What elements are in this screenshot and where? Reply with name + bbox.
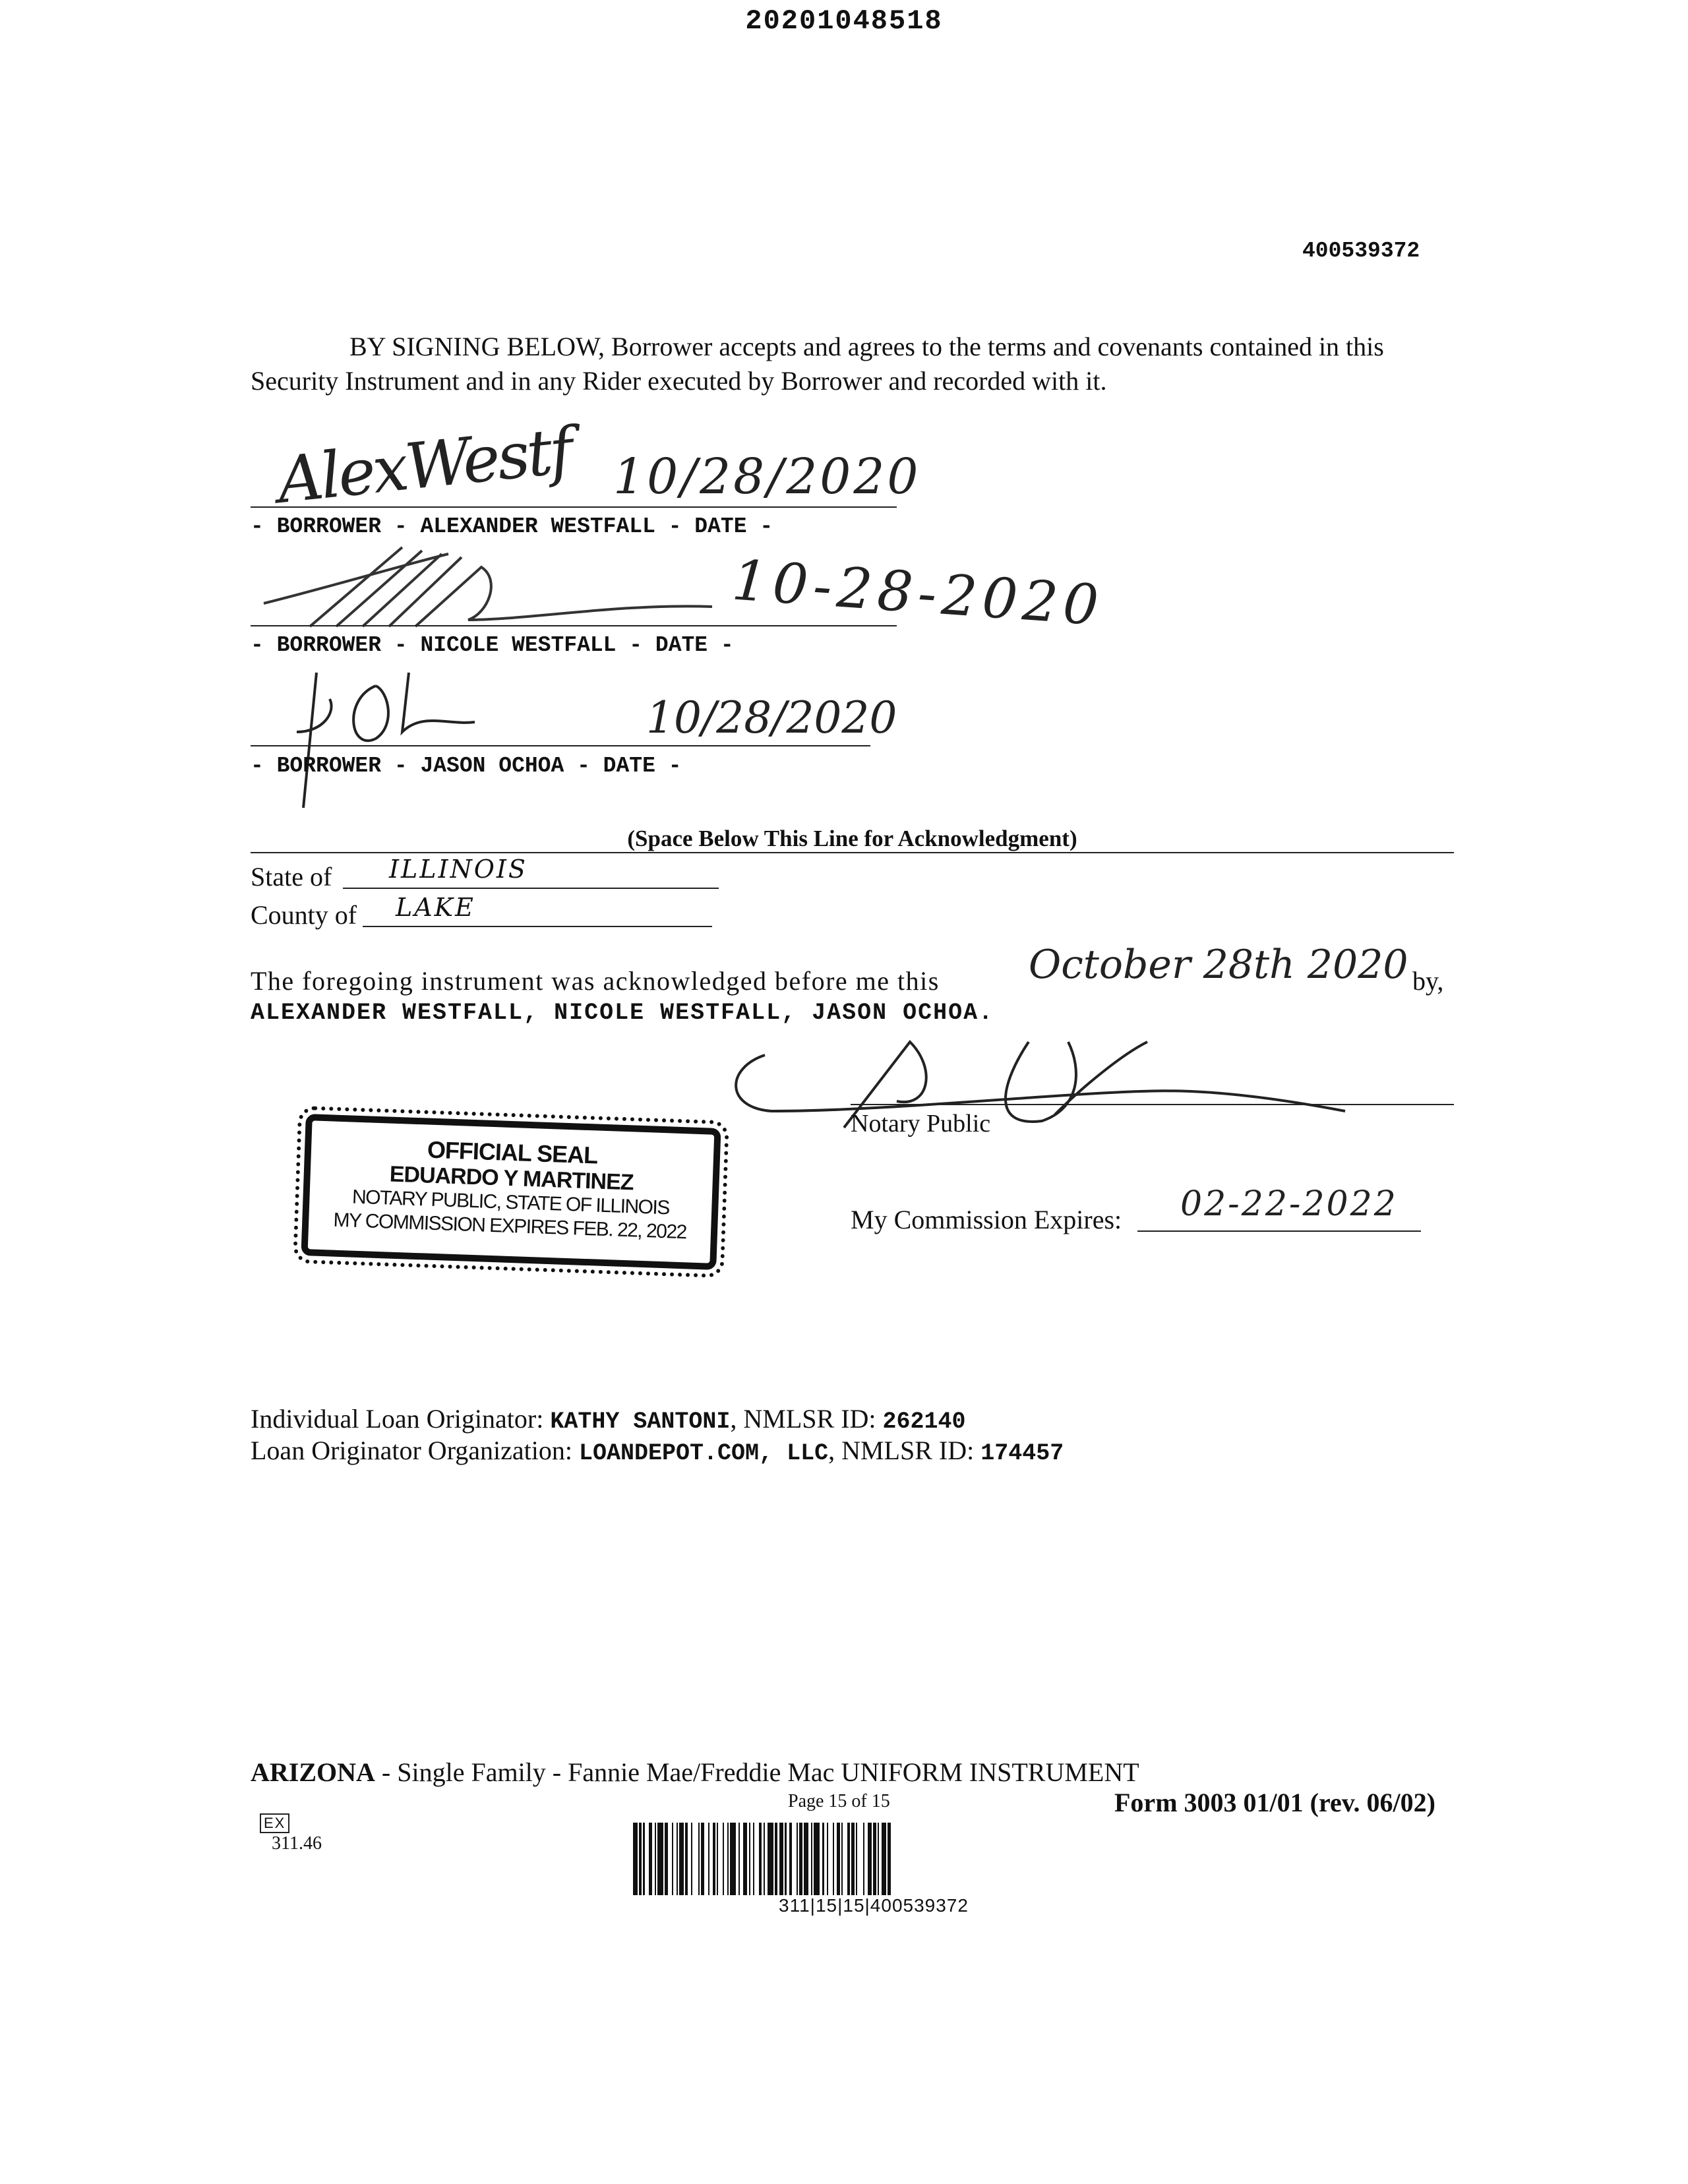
footer-code: 311.46 [272, 1833, 322, 1854]
organization-name: LOANDEPOT.COM, LLC [579, 1440, 829, 1467]
seal-line-2: EDUARDO Y MARTINEZ [389, 1161, 634, 1196]
seal-line-4: MY COMMISSION EXPIRES FEB. 22, 2022 [333, 1209, 687, 1244]
barcode-bar [857, 1823, 863, 1895]
official-seal-stamp [301, 1114, 721, 1270]
footer-code-prefix: EX [260, 1813, 289, 1833]
seal-line-3: NOTARY PUBLIC, STATE OF ILLINOIS [351, 1186, 670, 1219]
barcode-bar [743, 1823, 748, 1895]
organization-nmls-id: 174457 [980, 1440, 1064, 1467]
intro-paragraph [251, 330, 1464, 398]
acknowledgment-divider-text: (Space Below This Line for Acknowledgment) [627, 826, 1077, 851]
commission-label: My Commission Expires: [851, 1205, 1122, 1234]
notary-label: Notary Public [851, 1110, 991, 1138]
footer-state: ARIZONA [251, 1757, 375, 1787]
individual-nmls-label: , NMLSR ID: [730, 1404, 876, 1434]
barcode [633, 1823, 1114, 1895]
barcode-bar [633, 1823, 638, 1895]
individual-originator-label: Individual Loan Originator: [251, 1404, 544, 1434]
foregoing-text: The foregoing instrument was acknowledged before me this [251, 966, 940, 996]
handwritten-signature: AlexWestf [274, 413, 574, 518]
handwritten-date: 10-28-2020 [730, 547, 1106, 638]
state-underline [343, 888, 719, 889]
barcode-bar [657, 1823, 663, 1895]
barcode-bar [843, 1823, 847, 1895]
signature-line [251, 625, 897, 626]
footer-form-title [251, 1757, 1139, 1788]
signature-line [251, 745, 870, 746]
signature-label: - BORROWER - NICOLE WESTFALL - DATE - [251, 633, 734, 657]
barcode-bar [804, 1823, 808, 1895]
barcode-bar [645, 1823, 649, 1895]
intro-lead: BY SIGNING BELOW [349, 332, 599, 361]
notary-signature-line [851, 1104, 1454, 1105]
state-label: State of [251, 862, 332, 892]
footer-form-description: - Single Family - Fannie Mae/Freddie Mac UNIFORM INSTRUMENT [375, 1757, 1139, 1787]
barcode-bar [882, 1823, 886, 1895]
barcode-bar [768, 1823, 773, 1895]
individual-originator-name: KATHY SANTONI [550, 1409, 731, 1435]
notary-signature-scribble [712, 1029, 1358, 1147]
barcode-bar [679, 1823, 684, 1895]
organization-originator-line [251, 1435, 1064, 1467]
loan-number: 400539372 [1302, 239, 1420, 263]
county-underline [363, 926, 712, 927]
seal-line-1: OFFICIAL SEAL [427, 1136, 598, 1169]
footer-form-number: Form 3003 01/01 (rev. 06/02) [1114, 1788, 1435, 1817]
commission-underline [1137, 1230, 1421, 1232]
barcode-bar [668, 1823, 673, 1895]
barcode-bar [814, 1823, 820, 1895]
barcode-bar [868, 1823, 872, 1895]
intro-text-line-2: Security Instrument and in any Rider executed by Borrower and recorded with it. [251, 366, 1107, 396]
signature-label: - BORROWER - JASON OCHOA - DATE - [251, 754, 682, 778]
barcode-bar [730, 1823, 736, 1895]
organization-label: Loan Originator Organization: [251, 1436, 573, 1465]
recording-number: 20201048518 [745, 5, 943, 37]
signature-label: - BORROWER - ALEXANDER WESTFALL - DATE - [251, 514, 773, 539]
acknowledgment-divider-line [251, 852, 1454, 853]
handwritten-date: 10/28/2020 [646, 692, 897, 743]
barcode-bar [754, 1823, 759, 1895]
state-value: ILLINOIS [389, 855, 528, 884]
footer-page-number: Page 15 of 15 [788, 1791, 890, 1811]
individual-nmls-id: 262140 [882, 1409, 966, 1435]
signature-scribble [277, 659, 541, 811]
intro-line-1 [251, 330, 1464, 364]
barcode-bar [692, 1823, 698, 1895]
organization-nmls-label: , NMLSR ID: [828, 1436, 975, 1465]
barcode-bar [779, 1823, 784, 1895]
county-value: LAKE [396, 893, 475, 922]
barcode-bar [718, 1823, 723, 1895]
barcode-bar [891, 1823, 893, 1895]
commission-value: 02-22-2022 [1180, 1184, 1398, 1224]
footer-code-block [251, 1791, 322, 1854]
intro-text-line-1: , Borrower accepts and agrees to the terms and covenants contained in this [598, 332, 1384, 361]
individual-originator-line [251, 1403, 966, 1435]
acknowledgment-date: October 28th 2020 [1029, 942, 1408, 988]
barcode-text: 311|15|15|400539372 [779, 1895, 969, 1916]
county-label: County of [251, 900, 357, 930]
barcode-bar [704, 1823, 709, 1895]
signature-line [251, 506, 897, 508]
handwritten-date: 10/28/2020 [613, 448, 921, 505]
barcode-bar [828, 1823, 833, 1895]
barcode-bar [792, 1823, 797, 1895]
acknowledged-names: ALEXANDER WESTFALL, NICOLE WESTFALL, JASON OCHOA. [251, 1000, 994, 1026]
by-text: by, [1412, 966, 1444, 996]
